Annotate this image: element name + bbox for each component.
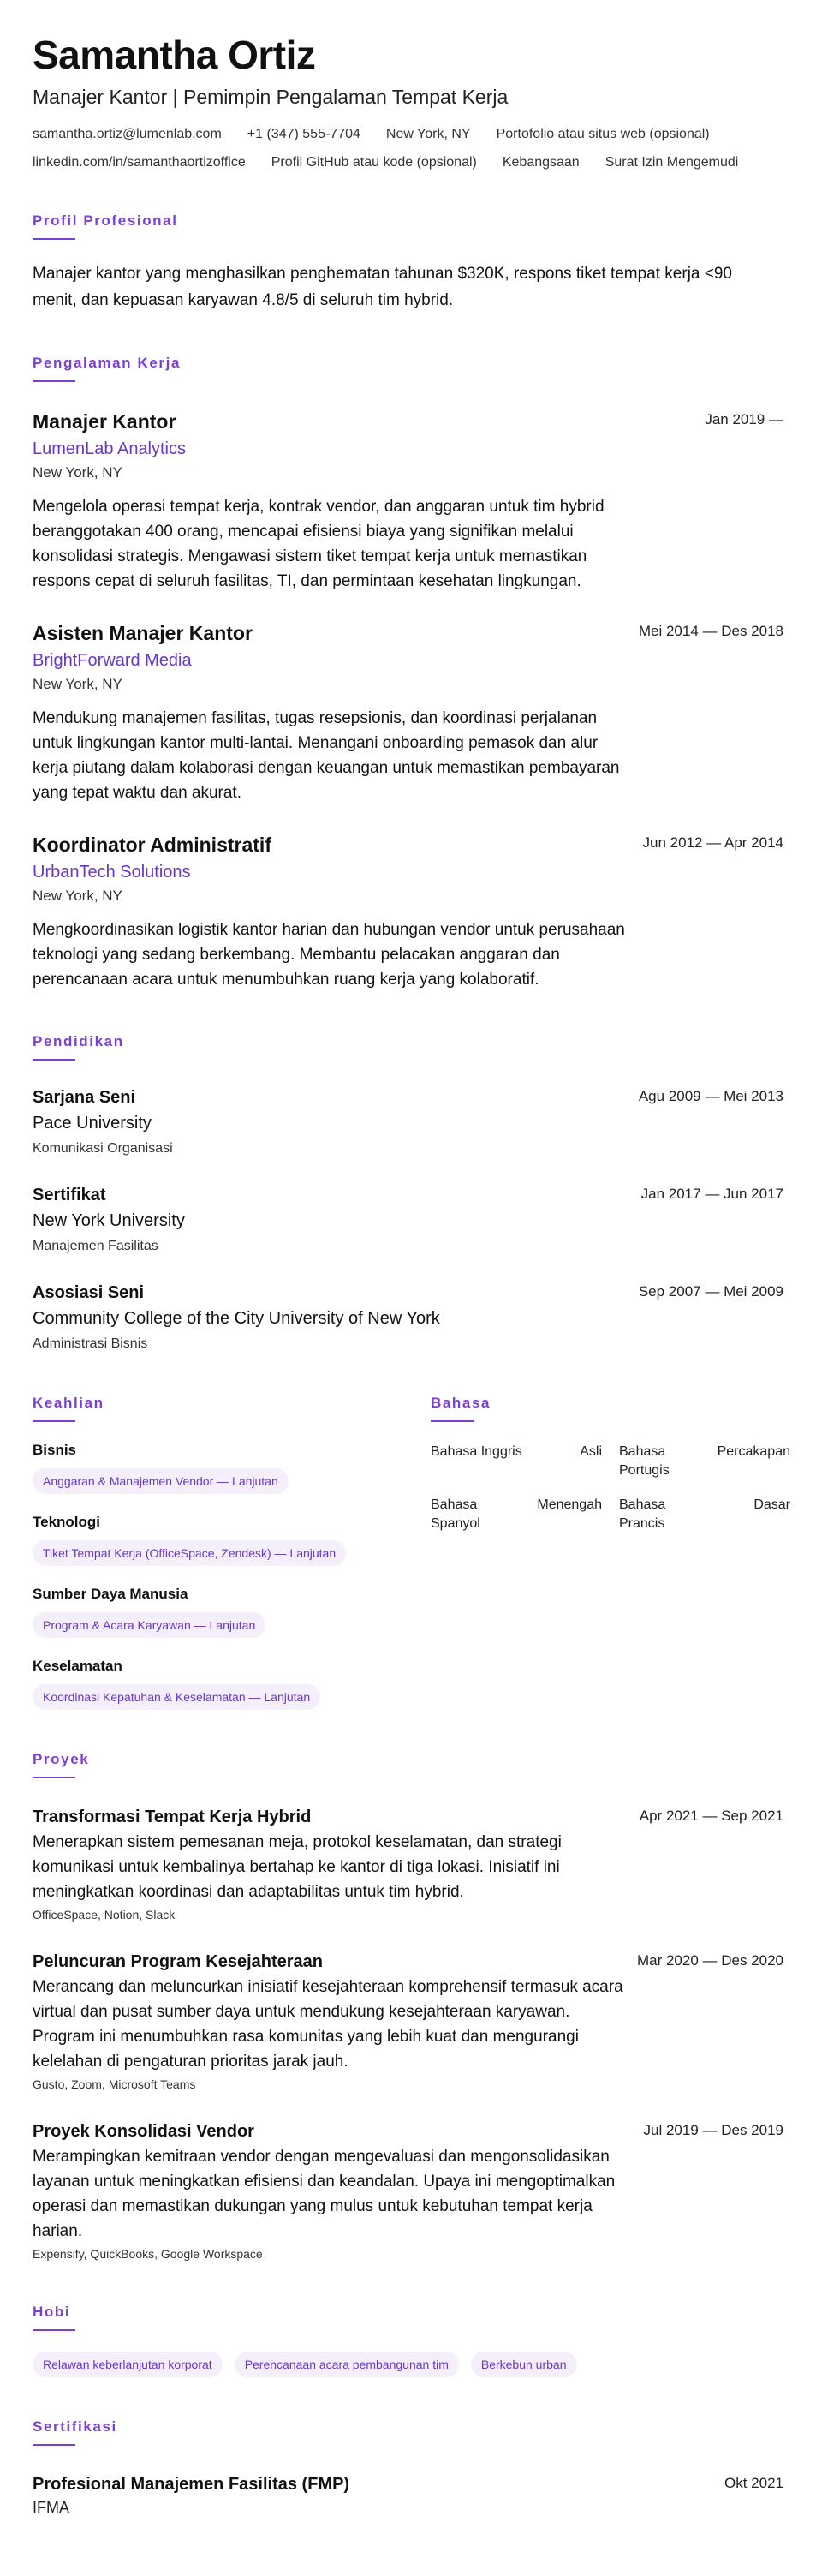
section-divider	[33, 2444, 75, 2446]
language-list	[431, 1443, 790, 1533]
experience-item	[33, 621, 783, 805]
hobby-tag: Relawan keberlanjutan korporat	[33, 2352, 223, 2377]
skills-languages-row	[33, 1395, 790, 1710]
language-name: Bahasa Spanyol	[431, 1497, 480, 1531]
education-item	[33, 1282, 783, 1354]
section-divider	[33, 238, 75, 240]
certification-name: Profesional Manajemen Fasilitas (FMP)	[33, 2475, 350, 2494]
language-level: Dasar	[753, 1497, 790, 1512]
project-dates: Apr 2021 — Sep 2021	[639, 1808, 783, 1824]
language-name: Bahasa Prancis	[619, 1497, 666, 1531]
job-title: Asisten Manajer Kantor	[33, 622, 253, 644]
school-name: Pace University	[33, 1114, 152, 1133]
hobby-list	[33, 2352, 783, 2377]
skills-section	[33, 1395, 431, 1710]
section-title: Pendidikan	[33, 1033, 124, 1049]
section-title: Profil Profesional	[33, 212, 178, 229]
company-name: BrightForward Media	[33, 651, 192, 670]
experience-item	[33, 409, 783, 594]
contact-email[interactable]: samantha.ortiz@lumenlab.com	[33, 127, 222, 141]
job-dates: Jan 2019 —	[705, 411, 783, 427]
candidate-name: Samantha Ortiz	[33, 33, 316, 77]
project-item	[33, 1951, 783, 2093]
contact-location: New York, NY	[385, 127, 471, 141]
project-tools: Gusto, Zoom, Microsoft Teams	[33, 2077, 196, 2091]
field-of-study: Manajemen Fasilitas	[33, 1239, 158, 1253]
skill-category: Sumber Daya Manusia	[33, 1586, 188, 1602]
degree: Sarjana Seni	[33, 1088, 136, 1107]
certification-issuer: IFMA	[33, 2499, 69, 2516]
job-description: Mengkoordinasikan logistik kantor harian dan hubungan vendor untuk perusahaan teknologi yang sedang berkembang. Membantu pelacakan anggaran dan perencanaan acara untuk menumbuhkan ruang kerja yang kolaboratif.	[33, 921, 625, 989]
contact-phone[interactable]: +1 (347) 555-7704	[247, 127, 360, 141]
language-item	[431, 1443, 602, 1480]
section-title: Sertifikasi	[33, 2418, 117, 2435]
education-dates: Sep 2007 — Mei 2009	[638, 1283, 783, 1300]
school-name: New York University	[33, 1211, 185, 1230]
section-title: Proyek	[33, 1751, 90, 1767]
skill-tag: Koordinasi Kepatuhan & Keselamatan — Lanjutan	[33, 1684, 320, 1710]
skill-group	[33, 1441, 431, 1494]
skill-category: Teknologi	[33, 1514, 101, 1530]
school-name: Community College of the City University of New York	[33, 1309, 440, 1328]
job-description: Mengelola operasi tempat kerja, kontrak vendor, dan anggaran untuk tim hybrid beranggotakan 400 orang, mencapai efisiensi biaya yang signifikan melalui konsolidasi strategis. Mengawasi sistem tiket tempat kerja untuk memastikan respons cepat di seluruh fasilitas, TI, dan permintaan kesehatan lingkungan.	[33, 498, 605, 590]
section-divider	[33, 1420, 75, 1422]
contact-github[interactable]: Profil GitHub atau kode (opsional)	[271, 155, 477, 170]
language-item	[619, 1496, 790, 1533]
company-name: LumenLab Analytics	[33, 439, 187, 458]
project-tools: Expensify, QuickBooks, Google Workspace	[33, 2247, 263, 2261]
hobby-tag: Berkebun urban	[471, 2352, 577, 2377]
field-of-study: Komunikasi Organisasi	[33, 1141, 173, 1156]
project-name: Transformasi Tempat Kerja Hybrid	[33, 1808, 312, 1826]
language-item	[431, 1496, 602, 1533]
section-divider	[33, 2329, 75, 2331]
profile-section	[33, 212, 783, 314]
section-divider	[431, 1420, 474, 1422]
skill-tag: Anggaran & Manajemen Vendor — Lanjutan	[33, 1468, 289, 1494]
project-description: Menerapkan sistem pemesanan meja, protokol keselamatan, dan strategi komunikasi untuk kembalinya bertahap ke kantor di tiga lokasi. Inisiatif ini meningkatkan koordinasi dan adaptabilitas untuk tim hybrid.	[33, 1833, 562, 1901]
section-title: Bahasa	[431, 1395, 491, 1411]
project-name: Proyek Konsolidasi Vendor	[33, 2122, 254, 2141]
language-name: Bahasa Inggris	[431, 1444, 522, 1459]
section-title: Pengalaman Kerja	[33, 355, 181, 371]
contact-linkedin[interactable]: linkedin.com/in/samanthaortizoffice	[33, 155, 246, 170]
education-dates: Agu 2009 — Mei 2013	[638, 1088, 783, 1104]
language-name: Bahasa Portugis	[619, 1444, 670, 1478]
project-description: Merancang dan meluncurkan inisiatif kesejahteraan komprehensif termasuk acara virtual dan pusat sumber daya untuk mendukung kesejahteraan karyawan. Program ini menumbuhkan rasa komunitas yang lebih kuat dan mengurangi kelelahan di pengaturan prioritas jarak jauh.	[33, 1978, 623, 2071]
section-title: Keahlian	[33, 1395, 104, 1411]
job-location: New York, NY	[33, 888, 122, 904]
degree: Sertifikat	[33, 1186, 106, 1204]
job-location: New York, NY	[33, 464, 122, 481]
education-dates: Jan 2017 — Jun 2017	[640, 1186, 783, 1202]
section-divider	[33, 380, 75, 382]
education-item	[33, 1086, 783, 1158]
language-level: Percakapan	[717, 1444, 790, 1459]
degree: Asosiasi Seni	[33, 1283, 145, 1302]
project-name: Peluncuran Program Kesejahteraan	[33, 1952, 324, 1971]
education-section	[33, 1033, 783, 1354]
skill-category: Bisnis	[33, 1442, 77, 1458]
job-location: New York, NY	[33, 676, 122, 692]
language-level: Asli	[580, 1444, 602, 1459]
contact-portfolio[interactable]: Portofolio atau situs web (opsional)	[496, 127, 710, 141]
candidate-headline: Manajer Kantor | Pemimpin Pengalaman Tempat Kerja	[33, 86, 509, 108]
skill-group	[33, 1657, 431, 1710]
project-tools: OfficeSpace, Notion, Slack	[33, 1908, 176, 1922]
job-dates: Mei 2014 — Des 2018	[638, 623, 783, 639]
skill-group	[33, 1585, 431, 1638]
skill-group	[33, 1513, 431, 1566]
language-level: Menengah	[537, 1497, 602, 1512]
skill-tag: Program & Acara Karyawan — Lanjutan	[33, 1612, 265, 1638]
project-description: Merampingkan kemitraan vendor dengan mengevaluasi dan mengonsolidasikan layanan untuk meningkatkan efisiensi dan keandalan. Upaya ini mengoptimalkan operasi dan memastikan dukungan yang mulus untuk kebutuhan tempat kerja harian.	[33, 2148, 616, 2240]
skill-tag: Tiket Tempat Kerja (OfficeSpace, Zendesk) — Lanjutan	[33, 1540, 346, 1566]
job-title: Manajer Kantor	[33, 410, 176, 433]
project-dates: Mar 2020 — Des 2020	[636, 1952, 783, 1969]
resume-header	[33, 33, 783, 171]
contact-driving-license: Surat Izin Mengemudi	[605, 155, 739, 170]
certifications-section	[33, 2418, 783, 2518]
contact-nationality: Kebangsaan	[502, 155, 580, 170]
project-dates: Jul 2019 — Des 2019	[643, 2122, 783, 2138]
job-title: Koordinator Administratif	[33, 834, 271, 856]
section-divider	[33, 1059, 75, 1061]
company-name: UrbanTech Solutions	[33, 863, 191, 882]
education-item	[33, 1184, 783, 1256]
languages-section	[431, 1395, 790, 1710]
job-description: Mendukung manajemen fasilitas, tugas resepsionis, dan koordinasi perjalanan untuk lingkungan kantor multi-lantai. Menangani onboarding pemasok dan alur kerja piutang dalam kolaborasi dengan keuangan untuk memastikan pembayaran yang tepat waktu dan akurat.	[33, 709, 620, 802]
section-title: Hobi	[33, 2304, 71, 2320]
hobby-tag: Perencanaan acara pembangunan tim	[235, 2352, 459, 2377]
hobbies-section	[33, 2304, 783, 2377]
projects-section	[33, 1751, 783, 2262]
experience-item	[33, 833, 783, 992]
field-of-study: Administrasi Bisnis	[33, 1336, 148, 1351]
certification-date: Okt 2021	[724, 2475, 783, 2491]
project-item	[33, 1806, 783, 1923]
certification-item	[33, 2473, 783, 2518]
skill-category: Keselamatan	[33, 1658, 122, 1674]
project-item	[33, 2120, 783, 2262]
profile-summary: Manajer kantor yang menghasilkan penghematan tahunan $320K, respons tiket tempat kerja <90 menit, dan kepuasan karyawan 4.8/5 di seluruh tim hybrid.	[33, 265, 732, 309]
section-divider	[33, 1777, 75, 1778]
language-item	[619, 1443, 790, 1480]
experience-section	[33, 355, 783, 992]
job-dates: Jun 2012 — Apr 2014	[642, 834, 783, 851]
contact-list	[33, 125, 783, 171]
